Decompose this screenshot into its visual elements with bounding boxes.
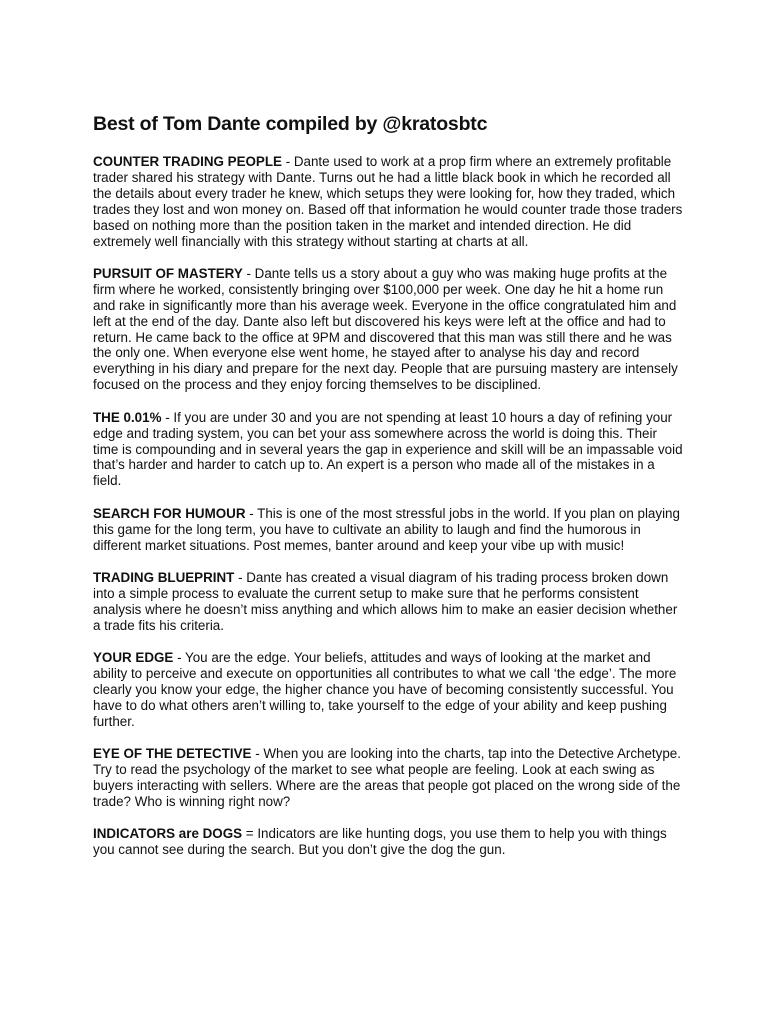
section-heading: EYE OF THE DETECTIVE: [93, 746, 252, 762]
section-heading: TRADING BLUEPRINT: [93, 569, 235, 585]
section-the-001-percent: [93, 410, 683, 490]
section-heading: PURSUIT OF MASTERY: [93, 265, 243, 281]
section-indicators-are-dogs: [93, 826, 683, 858]
section-body: - Dante has created a visual diagram of his trading process broken down into a simple process to evaluate the current setup to make sure that he performs consistent analysis where he doesn’t miss anything and which allows him to make an easier decision whether a trade fits his criteria.: [93, 569, 678, 633]
section-body: - If you are under 30 and you are not spending at least 10 hours a day of refining your edge and trading system, you can bet your ass somewhere across the world is doing this. Their time is compounding and in several years the gap in experience and skill will be an impassable void that’s harder and harder to catch up to. An expert is a person who made all of the mistakes in a field.: [93, 409, 683, 489]
section-body: - You are the edge. Your beliefs, attitudes and ways of looking at the market and ability to perceive and execute on opportunities all contributes to what we call ‘the edge’. The more clearly you know your edge, the higher chance you have of becoming consistently successful. You have to do what others aren’t willing to, take yourself to the edge of your ability and keep pushing further.: [93, 650, 677, 729]
section-pursuit-of-mastery: [93, 266, 683, 393]
document-title: Best of Tom Dante compiled by @kratosbtc: [93, 113, 488, 135]
section-heading: INDICATORS are DOGS: [93, 826, 243, 842]
section-eye-of-the-detective: [93, 746, 683, 810]
section-search-for-humour: [93, 506, 683, 554]
section-body: - Dante tells us a story about a guy who was making huge profits at the firm where he worked, consistently bringing over $100,000 per week. One day he hit a home run and rake in significantly more than his average week. Everyone in the office congratulated him and left at the end of the day. Dante also left but discovered his keys were left at the office and had to return. He came back to the office at 9PM and discovered that this man was still there and he was the only one. When everyone else went home, he stayed after to analyse his day and record everything in his diary and prepare for the next day. People that are pursuing mastery are intensely focused on the process and they enjoy forcing themselves to be disciplined.: [93, 265, 678, 393]
section-heading: COUNTER TRADING PEOPLE: [93, 154, 282, 169]
section-your-edge: [93, 650, 683, 730]
section-heading: THE 0.01%: [93, 409, 162, 425]
document-page: [93, 112, 683, 875]
section-body: - This is one of the most stressful jobs in the world. If you plan on playing this game for the long term, you have to cultivate an ability to laugh and find the humorous in different market situations. Post memes, banter around and keep your vibe up with music!: [93, 505, 680, 553]
section-heading: SEARCH FOR HUMOUR: [93, 505, 246, 521]
section-trading-blueprint: [93, 570, 683, 634]
section-body: = Indicators are like hunting dogs, you use them to help you with things you cannot see during the search. But you don’t give the dog the gun.: [93, 826, 667, 858]
section-counter-trading-people: [93, 154, 683, 249]
section-body: - Dante used to work at a prop firm where an extremely profitable trader shared his strategy with Dante. Turns out he had a little black book in which he recorded all the details about every trader he knew, which setups they were looking for, how they traded, which trades they lost and won money on. Based off that information he would counter trade those traders based on nothing more than the position taken in the market and intended direction. He did extremely well financially with this strategy without starting at charts at all.: [93, 154, 683, 249]
section-heading: YOUR EDGE: [93, 650, 174, 666]
section-body: - When you are looking into the charts, tap into the Detective Archetype. Try to read the psychology of the market to see what people are feeling. Look at each swing as buyers interacting with sellers. Where are the areas that people got placed on the wrong side of the trade? Who is winning right now?: [93, 746, 681, 809]
